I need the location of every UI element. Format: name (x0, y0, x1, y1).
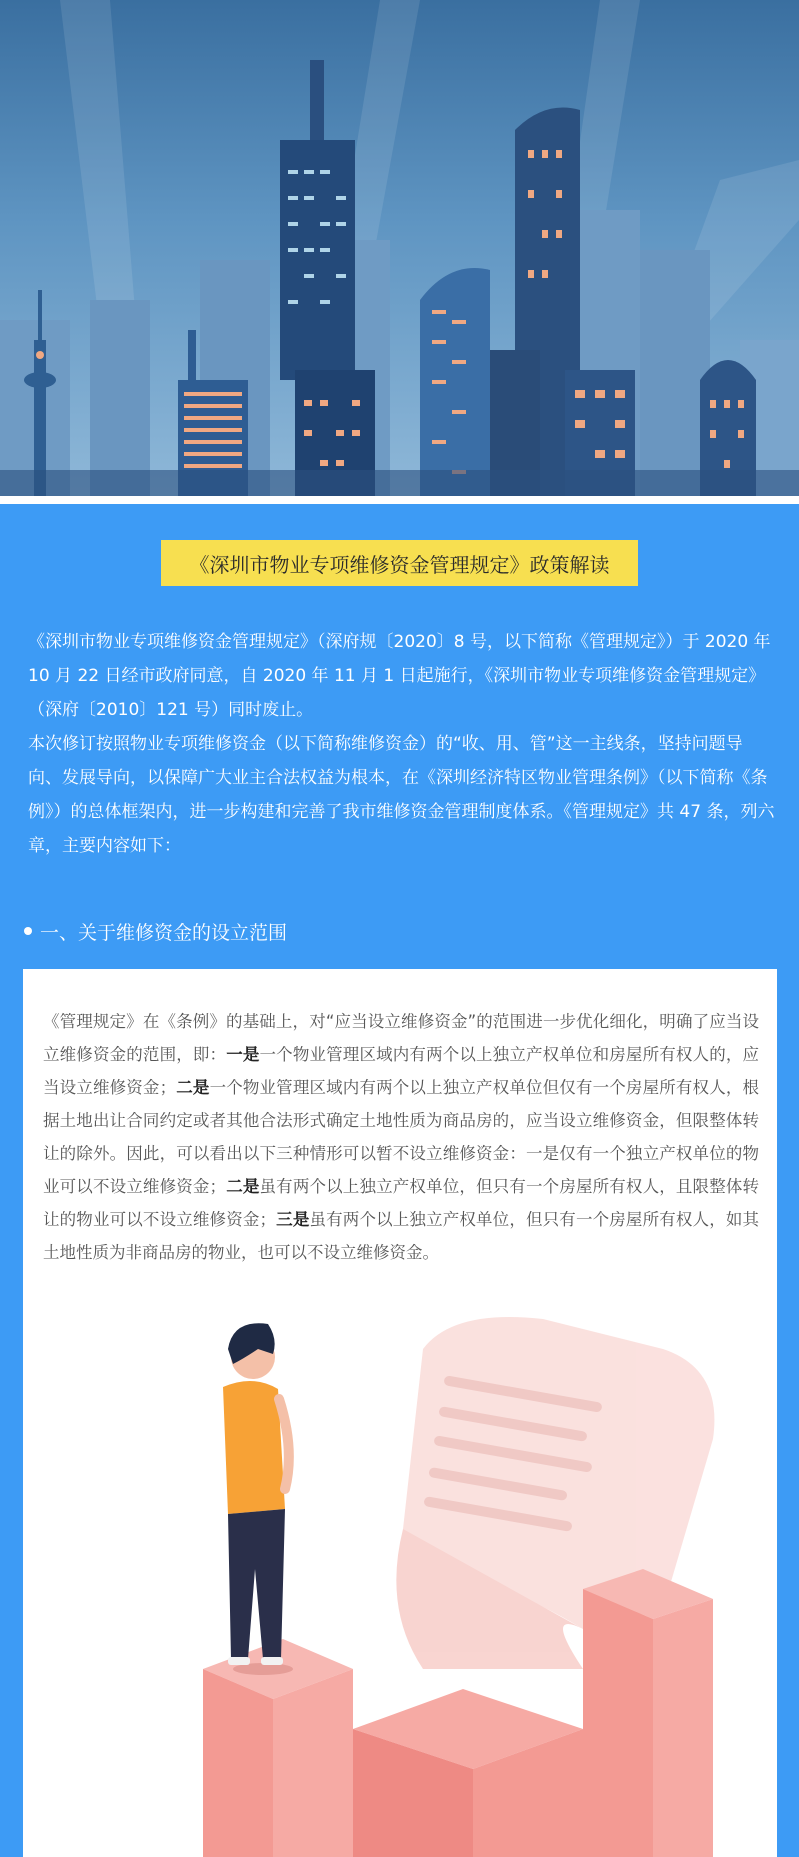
keyword: 一是 (226, 1045, 260, 1064)
section-heading-text: 一、关于维修资金的设立范围 (40, 921, 288, 944)
intro-paragraph-1: 《深圳市物业专项维修资金管理规定》（深府规〔2020〕8 号，以下简称《管理规定》）于 2020 年 10 月 22 日经市政府同意，自 2020 年 11 月 1 日起施行，《深圳市物业专项维修资金管理规定》（深府〔2010〕121 号）同时废止。 (28, 632, 771, 720)
hero-divider (0, 496, 799, 504)
section-heading (24, 914, 287, 948)
body-text: 一个物业管理区域内有两个以上独立产权单位和房屋所有权人的，应当设立维修资金； (43, 1045, 760, 1097)
body-text: 虽有两个以上独立产权单位，但只有一个房屋所有权人，如其土地性质为非商品房的物业，也可以不设立维修资金。 (43, 1210, 760, 1262)
section-card (23, 969, 777, 1857)
keyword: 三是 (276, 1210, 310, 1229)
body-text: 《管理规定》在《条例》的基础上，对“应当设立维修资金”的范围进一步优化细化，明确了应当设立维修资金的范围，即： (43, 1012, 759, 1064)
intro-paragraph-2: 本次修订按照物业专项维修资金（以下简称维修资金）的“收、用、管”这一主线条，坚持问题导向、发展导向，以保障广大业主合法权益为根本，在《深圳经济特区物业管理条例》（以下简称《条例》）的总体框架内，进一步构建和完善了我市维修资金管理制度体系。《管理规定》共 47 条，列六章，主要内容如下： (28, 734, 775, 856)
hero-banner (0, 0, 799, 496)
body-text: 虽有两个以上独立产权单位，但只有一个房屋所有权人，且限整体转让的物业可以不设立维修资金； (43, 1177, 760, 1229)
bullet-dot-icon (24, 927, 32, 935)
city-skyline-illustration (0, 0, 799, 496)
page-title: 《深圳市物业专项维修资金管理规定》政策解读 (189, 552, 610, 577)
body-text: 一个物业管理区域内有两个以上独立产权单位但仅有一个房屋所有权人，根据土地出让合同约定或者其他合法形式确定土地性质为商品房的，应当设立维修资金，但限整体转让的除外。因此，可以看出以下三种情形可以暂不设立维修资金：一是仅有一个独立产权单位的物业可以不设立维修资金； (43, 1078, 760, 1196)
person-with-document-scroll-illustration (23, 969, 777, 1857)
keyword: 二是 (226, 1177, 260, 1196)
keyword: 二是 (176, 1078, 210, 1097)
title-banner (161, 540, 638, 586)
intro-text (28, 625, 776, 863)
